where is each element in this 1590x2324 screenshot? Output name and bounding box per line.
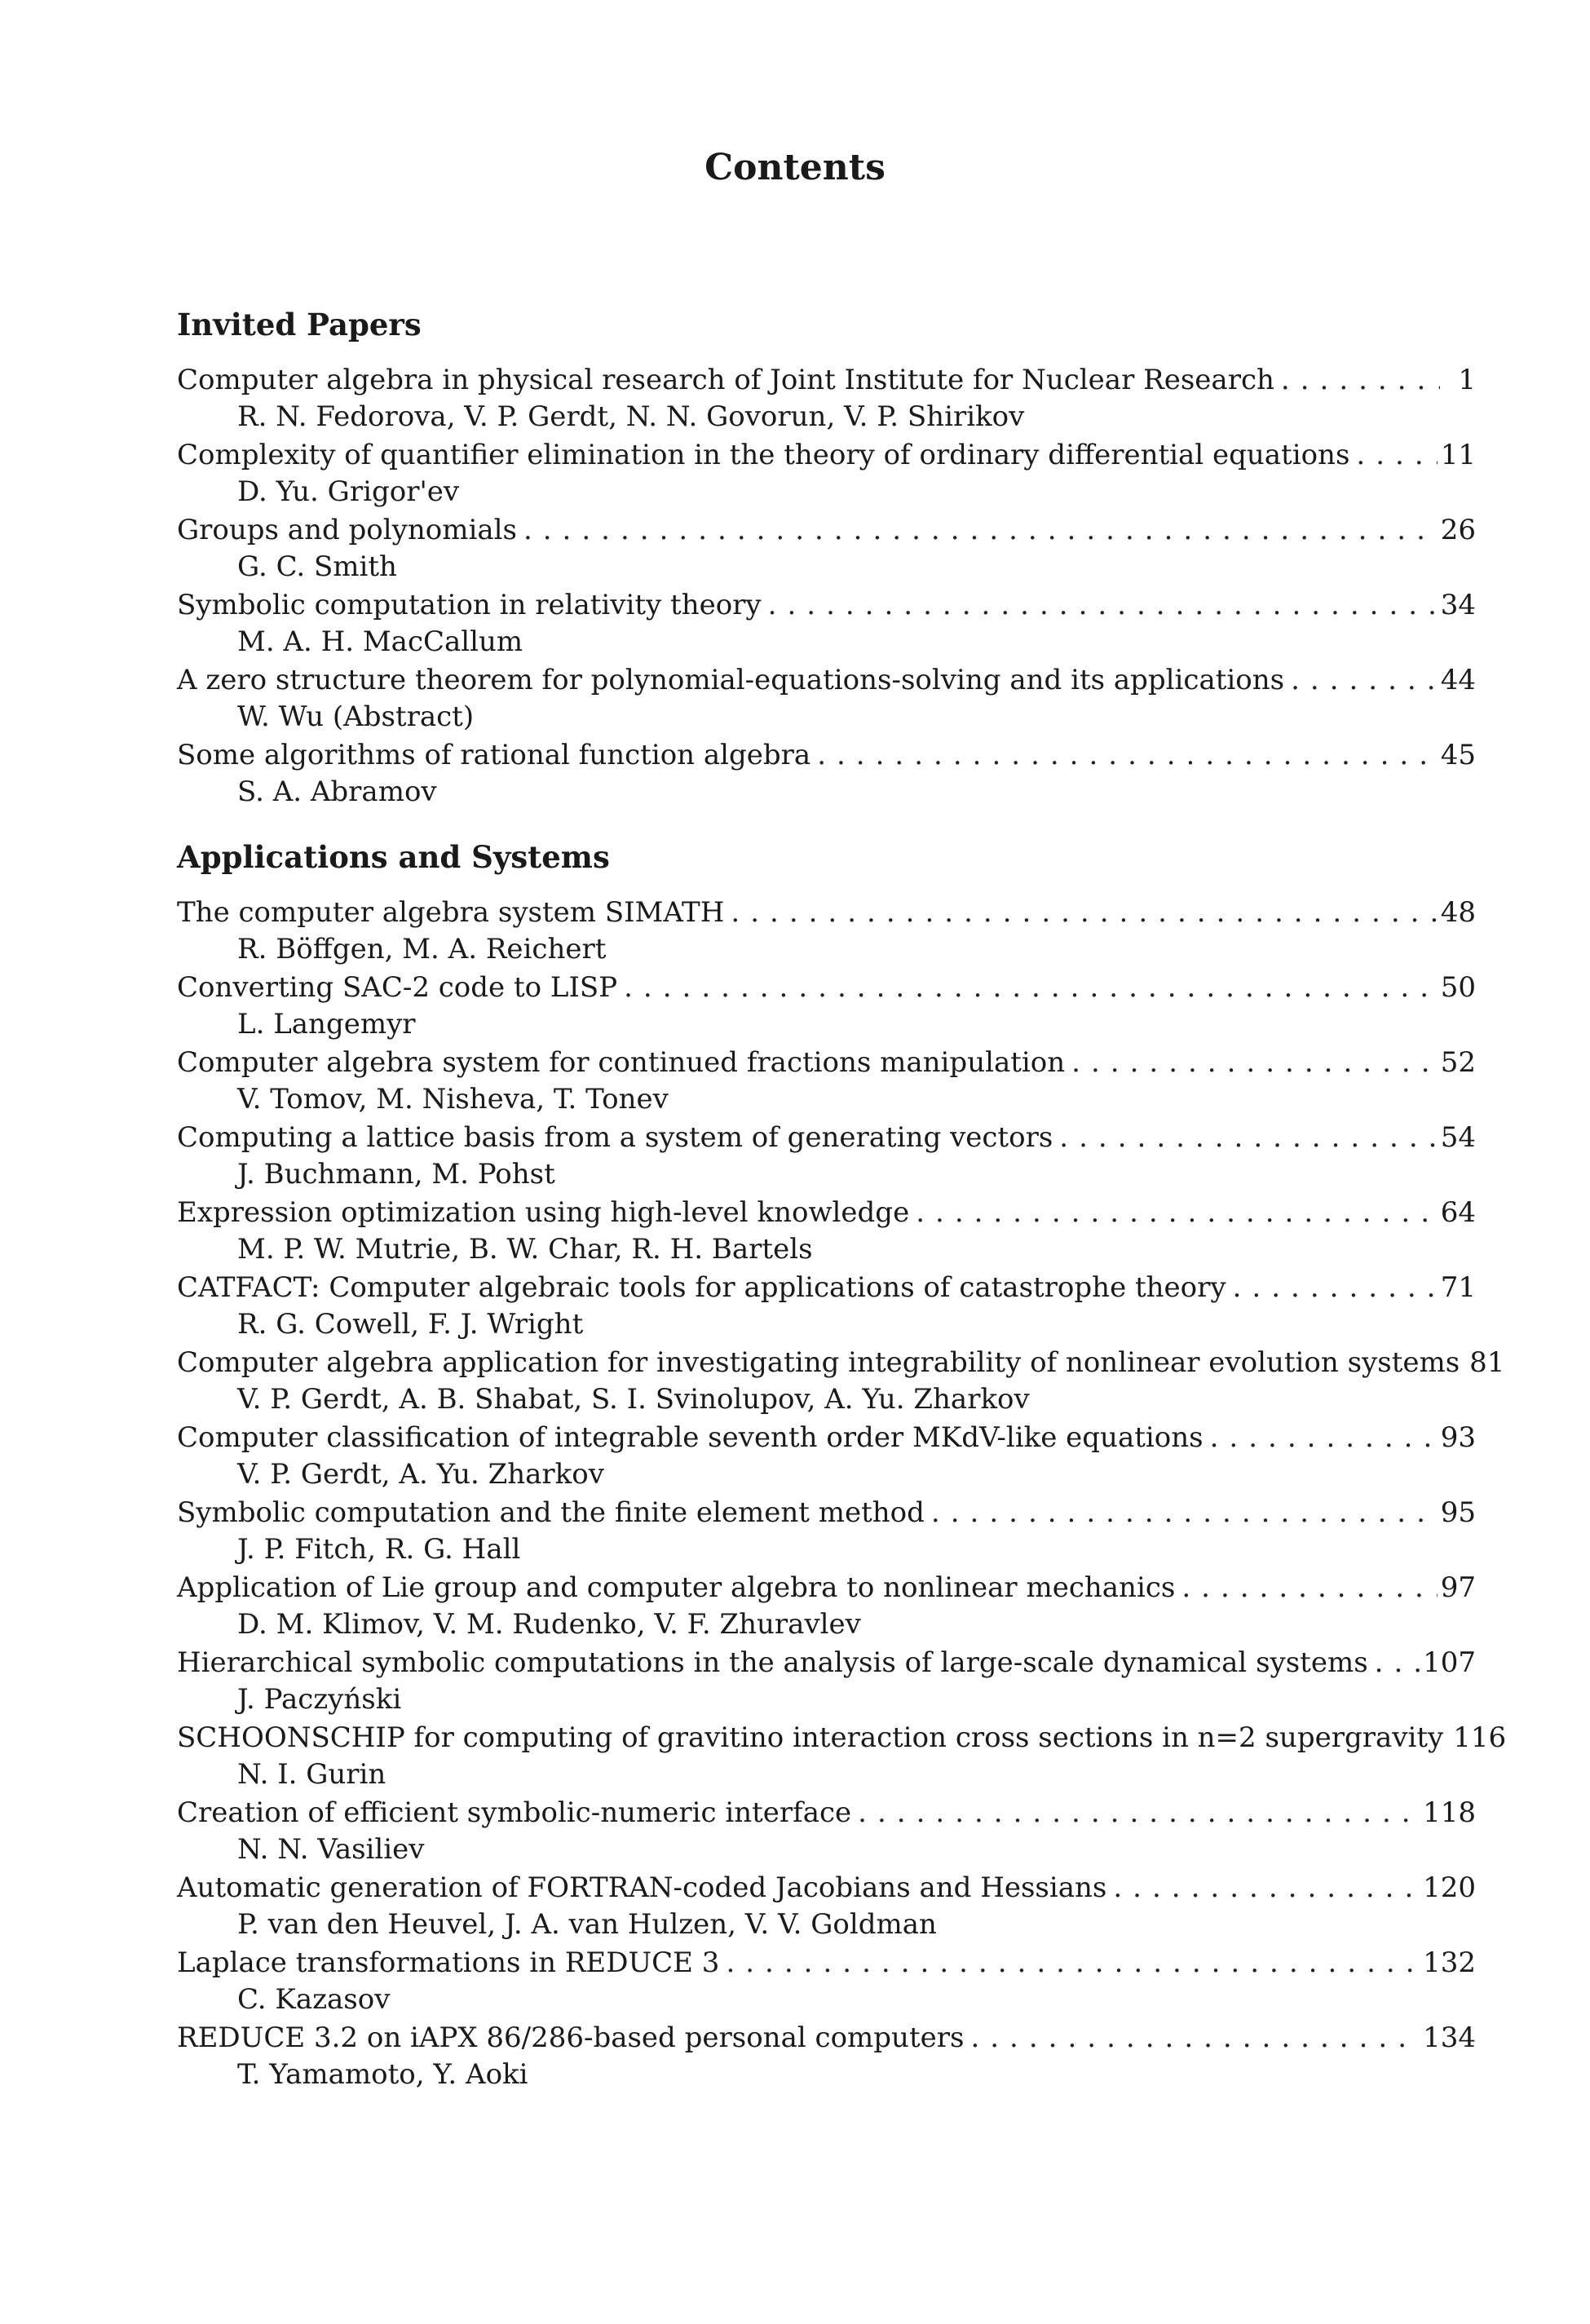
toc-entry-title: Creation of efficient symbolic-numeric interface: [177, 1796, 852, 1829]
toc-entry-title: A zero structure theorem for polynomial-equations-solving and its applications: [177, 664, 1285, 696]
toc-entry-page-number: 45: [1440, 739, 1476, 771]
toc-entry: [177, 1645, 1476, 1720]
toc-entry-page-number: 52: [1440, 1046, 1476, 1079]
toc-entry: [177, 1345, 1505, 1420]
toc-entry-title-row: [177, 2020, 1476, 2057]
toc-entry-authors: W. Wu (Abstract): [237, 700, 475, 733]
toc-entry-title: Symbolic computation and the finite element method: [177, 1496, 925, 1529]
toc-entry-authors: V. Tomov, M. Nisheva, T. Tonev: [237, 1083, 669, 1116]
toc-entry: [177, 512, 1476, 587]
toc-entry: [177, 1720, 1507, 1795]
toc-entry-authors: V. P. Gerdt, A. B. Shabat, S. I. Svinolupov, A. Yu. Zharkov: [237, 1383, 1030, 1416]
toc-entry-page-number: 50: [1440, 971, 1476, 1004]
toc-entry-title-row: [177, 1570, 1476, 1606]
dot-leader: [925, 1495, 1438, 1531]
toc-entry-page-number: 120: [1423, 1871, 1476, 1904]
dot-leader: [1349, 437, 1437, 474]
toc-entry-title: Computer algebra in physical research of Joint Institute for Nuclear Research: [177, 364, 1274, 396]
dot-leader: [1226, 1270, 1438, 1306]
toc-entry-authors: N. I. Gurin: [237, 1758, 386, 1791]
toc-entry: [177, 1120, 1476, 1195]
toc-entry-page-number: 134: [1423, 2021, 1476, 2054]
toc-entry-title-row: [177, 587, 1476, 624]
toc-entry-title: Expression optimization using high-level knowledge: [177, 1196, 910, 1229]
toc-entry-title: Laplace transformations in REDUCE 3: [177, 1946, 720, 1979]
toc-entry-title: REDUCE 3.2 on iAPX 86/286-based personal computers: [177, 2021, 965, 2054]
toc-entry-page-number: 64: [1440, 1196, 1476, 1229]
toc-entry: [177, 587, 1476, 662]
toc-entry: [177, 1870, 1476, 1945]
section-invited-papers: [177, 303, 1476, 812]
toc-entry-page-number: 95: [1440, 1496, 1476, 1529]
toc-entry-authors: M. P. W. Mutrie, B. W. Char, R. H. Bartels: [237, 1233, 813, 1266]
toc-entry-title: Computer algebra system for continued fractions manipulation: [177, 1046, 1066, 1079]
toc-entry-page-number: 1: [1458, 364, 1476, 396]
toc-entry-page-number: 11: [1440, 439, 1476, 471]
toc-entry: [177, 362, 1476, 437]
toc-entry-title-row: [177, 1795, 1476, 1831]
toc-entry-title: The computer algebra system SIMATH: [177, 896, 725, 929]
toc-entry-title-row: [177, 1870, 1476, 1906]
toc-entry-page-number: 93: [1440, 1421, 1476, 1454]
toc-entry-page-number: 118: [1423, 1796, 1476, 1829]
toc-entry-page-number: 107: [1423, 1646, 1476, 1679]
toc-entry: [177, 1495, 1476, 1570]
toc-entry: [177, 662, 1476, 737]
toc-entry-authors: R. Böffgen, M. A. Reichert: [237, 933, 607, 965]
toc-entry-authors: V. P. Gerdt, A. Yu. Zharkov: [237, 1458, 604, 1491]
dot-leader: [1368, 1645, 1420, 1681]
toc-entry-page-number: 26: [1440, 514, 1476, 546]
toc-entry-title-row: [177, 1270, 1476, 1306]
dot-leader: [851, 1795, 1420, 1831]
toc-entry-title-row: [177, 1945, 1476, 1982]
toc-entry-title-row: [177, 1645, 1476, 1681]
toc-entry-page-number: 81: [1469, 1346, 1505, 1379]
dot-leader: [1460, 1345, 1466, 1381]
section-applications-and-systems: [177, 836, 1507, 2095]
toc-entry-title: SCHOONSCHIP for computing of gravitino interaction cross sections in n=2 supergravity: [177, 1721, 1444, 1754]
dot-leader: [617, 970, 1438, 1006]
toc-entry-title: Computer algebra application for investigating integrability of nonlinear evolution systems: [177, 1346, 1460, 1379]
toc-entry-title-row: [177, 1420, 1476, 1456]
dot-leader: [964, 2020, 1420, 2057]
toc-entry-authors: D. Yu. Grigor'ev: [237, 475, 460, 508]
toc-entry-title: Hierarchical symbolic computations in the analysis of large-scale dynamical systems: [177, 1646, 1368, 1679]
toc-entry: [177, 1420, 1476, 1495]
dot-leader: [1175, 1570, 1437, 1606]
dot-leader: [1065, 1045, 1438, 1081]
dot-leader: [1284, 662, 1438, 699]
toc-entry: [177, 437, 1476, 512]
toc-entry: [177, 895, 1476, 970]
toc-entry-title: CATFACT: Computer algebraic tools for applications of catastrophe theory: [177, 1271, 1226, 1304]
dot-leader: [719, 1945, 1420, 1982]
toc-entry-authors: L. Langemyr: [237, 1008, 416, 1040]
toc-entry-authors: M. A. H. MacCallum: [237, 625, 523, 658]
toc-entry-title-row: [177, 362, 1476, 399]
toc-entry: [177, 1195, 1476, 1270]
toc-entry-authors: G. C. Smith: [237, 550, 397, 583]
dot-leader: [810, 737, 1438, 774]
dot-leader: [724, 895, 1437, 931]
toc-entry-title: Computer classification of integrable seventh order MKdV-like equations: [177, 1421, 1204, 1454]
toc-entry-page-number: 34: [1440, 589, 1476, 621]
toc-entry: [177, 1945, 1476, 2020]
toc-entry-authors: D. M. Klimov, V. M. Rudenko, V. F. Zhuravlev: [237, 1608, 861, 1641]
toc-entry-authors: S. A. Abramov: [237, 775, 437, 808]
toc-entry-title-row: [177, 737, 1476, 774]
dot-leader: [1106, 1870, 1420, 1906]
toc-entry-title-row: [177, 437, 1476, 474]
toc-entry-title: Computing a lattice basis from a system of generating vectors: [177, 1121, 1053, 1154]
toc-entry: [177, 1795, 1476, 1870]
toc-entry-authors: R. N. Fedorova, V. P. Gerdt, N. N. Govorun, V. P. Shirikov: [237, 400, 1025, 433]
toc-entry: [177, 1045, 1476, 1120]
toc-entry-title-row: [177, 1045, 1476, 1081]
toc-entry-title: Symbolic computation in relativity theory: [177, 589, 762, 621]
toc-entry-page-number: 132: [1423, 1946, 1476, 1979]
toc-entry-authors: R. G. Cowell, F. J. Wright: [237, 1308, 584, 1341]
toc-entry-title: Complexity of quantifier elimination in the theory of ordinary differential equations: [177, 439, 1350, 471]
dot-leader: [517, 512, 1438, 549]
toc-entry-authors: N. N. Vasiliev: [237, 1833, 425, 1866]
toc-entry-authors: P. van den Heuvel, J. A. van Hulzen, V. V. Goldman: [237, 1908, 937, 1941]
toc-entry-title-row: [177, 1120, 1476, 1156]
toc-entry-title: Some algorithms of rational function algebra: [177, 739, 811, 771]
dot-leader: [1274, 362, 1440, 399]
toc-entry-title: Automatic generation of FORTRAN-coded Jacobians and Hessians: [177, 1871, 1107, 1904]
dot-leader: [762, 587, 1438, 624]
dot-leader: [1204, 1420, 1438, 1456]
dot-leader: [1443, 1720, 1450, 1756]
toc-entry-page-number: 44: [1440, 664, 1476, 696]
toc-entry-page-number: 71: [1440, 1271, 1476, 1304]
toc-entry-authors: J. Buchmann, M. Pohst: [237, 1158, 555, 1191]
toc-entry-title-row: [177, 1495, 1476, 1531]
toc-entry: [177, 1570, 1476, 1645]
toc-entry-title-row: [177, 895, 1476, 931]
toc-entry-title-row: [177, 1345, 1505, 1381]
toc-entry-title: Application of Lie group and computer algebra to nonlinear mechanics: [177, 1571, 1176, 1604]
toc-entry: [177, 970, 1476, 1045]
toc-entry-title-row: [177, 1720, 1507, 1756]
page-title: Contents: [704, 147, 886, 188]
dot-leader: [909, 1195, 1438, 1231]
section-heading: Invited Papers: [177, 307, 422, 342]
toc-entry-title: Converting SAC-2 code to LISP: [177, 971, 618, 1004]
toc-entry-title: Groups and polynomials: [177, 514, 517, 546]
toc-entry-title-row: [177, 970, 1476, 1006]
toc-entry: [177, 1270, 1476, 1345]
toc-entry-authors: C. Kazasov: [237, 1983, 391, 2016]
toc-entry-page-number: 97: [1440, 1571, 1476, 1604]
dot-leader: [1053, 1120, 1437, 1156]
toc-entry-authors: T. Yamamoto, Y. Aoki: [237, 2058, 528, 2091]
toc-entry-title-row: [177, 662, 1476, 699]
toc-entry-authors: J. Paczyński: [237, 1683, 402, 1716]
toc-entry: [177, 2020, 1476, 2095]
toc-entry-title-row: [177, 1195, 1476, 1231]
section-heading: Applications and Systems: [177, 839, 610, 875]
toc-entry-page-number: 48: [1440, 896, 1476, 929]
toc-entry: [177, 737, 1476, 812]
toc-entry-authors: J. P. Fitch, R. G. Hall: [237, 1533, 521, 1566]
toc-entry-page-number: 116: [1453, 1721, 1507, 1754]
toc-entry-title-row: [177, 512, 1476, 549]
toc-entry-page-number: 54: [1440, 1121, 1476, 1154]
